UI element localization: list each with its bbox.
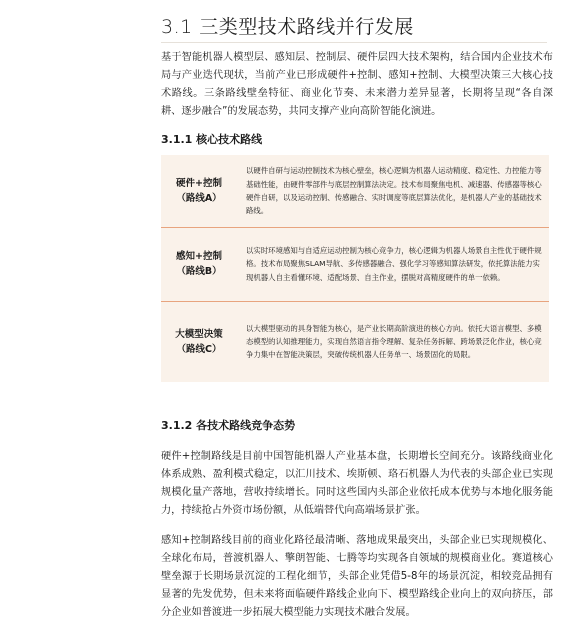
route-label	[161, 227, 237, 301]
route-description: 以实时环境感知与自适应运动控制为核心竞争力，核心逻辑为机器人场景自主性优于硬件规格。技术布局聚焦SLAM导航、多传感器融合、强化学习等感知算法研发，依托算法能力实现机器人自主看懂环境、适配场景、自主作业，摆脱对高精度硬件的单一依赖。	[246, 246, 542, 282]
route-name: 感知+控制	[176, 251, 222, 262]
competition-paragraph-perception: 感知+控制路线目前的商业化路径最清晰、落地成果最突出，头部企业已实现规模化、全球化布局，普渡机器人、擎朗智能、七腾等均实现各自领域的规模商业化。赛道核心壁垒源于长期场景沉淀的工程化细节，头部企业凭借5-8年的场景沉淀，相较竞品拥有显著的先发优势，但未来将面临硬件路线企业向下、模型路线企业向上的双向挤压，部分企业如普渡进一步拓展大模型能力实现技术融合发展。	[161, 535, 553, 618]
route-code: （路线B）	[176, 266, 222, 277]
route-label	[161, 301, 237, 382]
routes-table	[161, 155, 549, 382]
route-name: 大模型决策	[175, 328, 223, 340]
subsection-heading-competition: 3.1.2 各技术路线竞争态势	[161, 419, 296, 432]
route-description: 以大模型驱动的具身智能为核心，是产业长期高阶演进的核心方向。依托大语言模型、多模态模型的认知推理能力，实现自然语言指令理解、复杂任务拆解、跨场景泛化作业，核心竞争力集中在智能决策层，突破传统机器人任务单一、场景固化的局限。	[246, 323, 542, 360]
competition-paragraph-hardware: 硬件+控制路线是目前中国智能机器人产业基本盘，长期增长空间充分。该路线商业化体系成熟、盈利模式稳定，以汇川技术、埃斯顿、珞石机器人为代表的头部企业已实现规模化量产落地，营收持续增长。同时这些国内头部企业依托成本优势与本地化服务能力，持续抢占外资市场份额，从低端替代向高端场景扩张。	[161, 451, 553, 516]
table-row	[161, 155, 549, 227]
route-code: （路线C）	[176, 343, 222, 355]
route-label	[161, 155, 237, 227]
table-row	[161, 227, 549, 301]
section-title	[161, 12, 414, 39]
subsection-heading-core-routes: 3.1.1 核心技术路线	[161, 133, 263, 146]
section-title-text: 三类型技术路线并行发展	[199, 16, 414, 38]
section-number: 3.1	[161, 16, 193, 38]
route-code: （路线A）	[176, 193, 222, 204]
route-description: 以硬件自研与运动控制技术为核心壁垒，核心逻辑为机器人运动精度、稳定性、力控能力等基础性能，由硬件零部件与底层控制算法决定。技术布局聚焦电机、减速器、传感器等核心硬件自研，以及运动控制、传感融合、实时调度等底层算法优化，是机器人产业的基础技术路线。	[246, 166, 542, 216]
title-divider	[161, 42, 547, 43]
table-row	[161, 301, 549, 382]
intro-paragraph: 基于智能机器人模型层、感知层、控制层、硬件层四大技术架构，结合国内企业技术布局与产业迭代现状，当前产业已形成硬件+控制、感知+控制、大模型决策三大核心技术路线。三条路线壁垒特征、商业化节奏、未来潜力差异显著，长期将呈现“各自深耕、逐步融合”的发展态势，共同支撑产业向高阶智能化演进。	[161, 52, 553, 117]
route-name: 硬件+控制	[176, 178, 222, 189]
